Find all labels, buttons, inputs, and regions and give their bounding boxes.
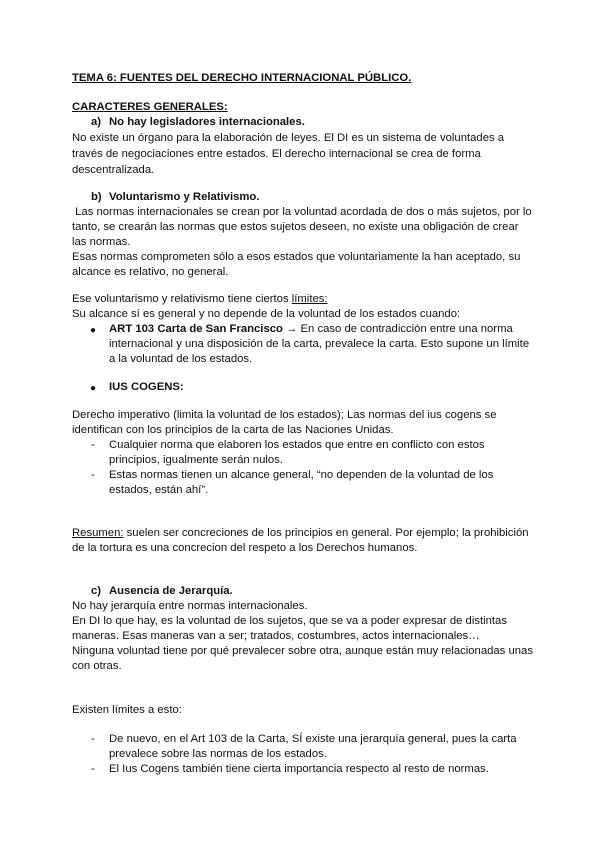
summary-label: Resumen: [72, 527, 124, 539]
ius-dash-line: Estas normas tienen un alcance general, “no dependen de la voluntad de los [109, 469, 494, 481]
item-c-line: No hay jerarquía entre normas internacionales. [72, 600, 308, 612]
item-c-line: En DI lo que hay, es la voluntad de los sujetos, que se va a poder expresar de distintas [72, 615, 507, 627]
dash-marker: - [91, 439, 95, 451]
limit-dash-line: El Ius Cogens también tiene cierta importancia respecto al resto de normas. [109, 763, 489, 775]
item-a-line: descentralizada. [72, 164, 155, 176]
art103-text-2: internacional y una disposición de la carta, prevalece la carta. Esto supone un límite [109, 338, 530, 350]
ius-line: identifican con los principios de la carta de las Naciones Unidas. [72, 424, 394, 436]
item-a-line: No existe un órgano para la elaboración de leyes. El DI es un sistema de voluntades a [72, 132, 505, 144]
limits-prefix: Ese voluntarismo y relativismo tiene ciertos [72, 293, 292, 305]
limit-dash-line: prevalece sobre las normas de los estados. [109, 748, 327, 760]
ius-dash-line: Cualquier norma que elaboren los estados que entre en conflicto con estos [109, 439, 485, 451]
document-title: TEMA 6: FUENTES DEL DERECHO INTERNACIONAL PÚBLICO. [72, 72, 412, 84]
limits-intro: Existen límites a esto: [72, 704, 182, 716]
bullet-icon: ● [90, 383, 97, 394]
ius-cogens-heading: IUS COGENS: [109, 381, 184, 393]
summary-text: suelen ser concreciones de los principios en general. Por ejemplo; la prohibición [123, 527, 529, 539]
section-heading: CARACTERES GENERALES: [72, 101, 228, 113]
ius-dash-line: principios, igualmente serán nulos. [109, 454, 283, 466]
ius-dash-line: estados, están ahí”. [109, 484, 209, 496]
limit-dash-line: De nuevo, en el Art 103 de la Carta, SÍ existe una jerarquía general, pues la carta [109, 733, 517, 745]
item-b-line: tanto, se crearán las normas que estos sujetos deseen, no existe una obligación de crear [72, 221, 519, 233]
item-b-line: alcance es relativo, no general. [72, 266, 229, 278]
item-c-heading: Ausencia de Jerarquía. [109, 585, 233, 597]
summary-line [72, 526, 529, 542]
item-a-line: través de negociaciones entre estados. El derecho internacional se crea de forma [72, 148, 481, 160]
limits-line-2: Su alcance sí es general y no depende de la voluntad de los estados cuando: [72, 308, 461, 320]
art103-label: ART 103 Carta de San Francisco [109, 323, 283, 335]
item-b-heading: Voluntarismo y Relativismo. [109, 191, 260, 203]
item-c-marker: c) [91, 585, 102, 597]
art103-text-3: a la voluntad de los estados. [109, 353, 253, 365]
arrow-icon: → [282, 323, 301, 335]
bullet-icon: ● [90, 325, 97, 336]
art103-text: En caso de contradicción entre una norma [300, 323, 513, 335]
item-a-marker: a) [91, 116, 102, 128]
item-b-line: las normas. [72, 236, 131, 248]
dash-marker: - [91, 763, 95, 775]
item-b-line: Las normas internacionales se crean por la voluntad acordada de dos o más sujetos, por lo [72, 206, 532, 218]
item-c-line: con otras. [72, 660, 122, 672]
item-b-marker: b) [91, 191, 102, 203]
item-c-line: Ninguna voluntad tiene por qué prevalecer sobre otra, aunque están muy relacionadas unas [72, 645, 533, 657]
item-c-line: maneras. Esas maneras van a ser; tratados, costumbres, actos internacionales… [72, 630, 480, 642]
dash-marker: - [91, 469, 95, 481]
limits-word: límites: [291, 293, 328, 305]
dash-marker: - [91, 733, 95, 745]
item-b-line: Esas normas comprometen sólo a esos estados que voluntariamente la han aceptado, su [72, 251, 521, 263]
summary-line-2: de la tortura es una concrecion del respeto a los Derechos humanos. [72, 542, 418, 554]
item-a-heading: No hay legisladores internacionales. [109, 116, 305, 128]
ius-line: Derecho imperativo (limita la voluntad de los estados); Las normas del ius cogens se [72, 409, 497, 421]
limits-line [72, 292, 328, 308]
bullet-art103-line [109, 322, 513, 338]
